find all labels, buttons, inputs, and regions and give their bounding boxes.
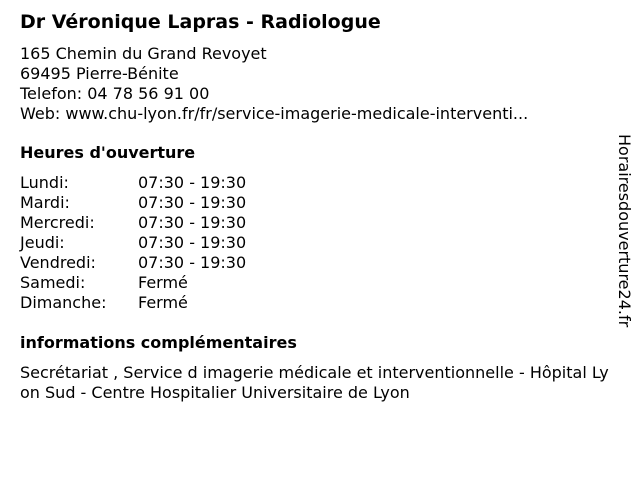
- hours-day: Mercredi:: [20, 213, 95, 232]
- hours-heading: Heures d'ouverture: [20, 143, 196, 162]
- web-line: [20, 104, 610, 124]
- hours-time: Fermé: [138, 293, 188, 312]
- hours-row-wednesday: [20, 213, 610, 233]
- web-link[interactable]: www.chu-lyon.fr/fr/service-imagerie-medicale-interventi...: [65, 104, 529, 123]
- info-text: Secrétariat , Service d imagerie médicale et interventionnelle - Hôpital Lyon Sud - Centre Hospitalier Universitaire de Lyon: [20, 363, 609, 402]
- hours-time: 07:30 - 19:30: [138, 213, 247, 232]
- address-street: 165 Chemin du Grand Revoyet: [20, 44, 267, 63]
- hours-time: 07:30 - 19:30: [138, 253, 247, 272]
- info-heading: informations complémentaires: [20, 333, 297, 352]
- hours-row-friday: [20, 253, 610, 273]
- address-city: 69495 Pierre-Bénite: [20, 64, 179, 83]
- site-watermark: Horairesdouverture24.fr: [615, 134, 634, 328]
- hours-day: Vendredi:: [20, 253, 96, 272]
- phone-label: Telefon:: [20, 84, 88, 103]
- hours-time: 07:30 - 19:30: [138, 233, 247, 252]
- phone-line: [20, 84, 610, 104]
- hours-day: Samedi:: [20, 273, 86, 292]
- hours-row-thursday: [20, 233, 610, 253]
- web-label: Web:: [20, 104, 66, 123]
- hours-row-tuesday: [20, 193, 610, 213]
- hours-day: Dimanche:: [20, 293, 107, 312]
- hours-day: Lundi:: [20, 173, 69, 192]
- hours-time: 07:30 - 19:30: [138, 173, 247, 192]
- hours-time: Fermé: [138, 273, 188, 292]
- hours-table: [20, 173, 610, 313]
- page-title: Dr Véronique Lapras - Radiologue: [20, 11, 381, 33]
- hours-day: Jeudi:: [20, 233, 65, 252]
- hours-row-monday: [20, 173, 610, 193]
- listing-page: [20, 10, 610, 403]
- address-block: [20, 44, 610, 124]
- hours-time: 07:30 - 19:30: [138, 193, 247, 212]
- hours-row-sunday: [20, 293, 610, 313]
- hours-row-saturday: [20, 273, 610, 293]
- phone-number[interactable]: 04 78 56 91 00: [87, 84, 210, 103]
- hours-day: Mardi:: [20, 193, 70, 212]
